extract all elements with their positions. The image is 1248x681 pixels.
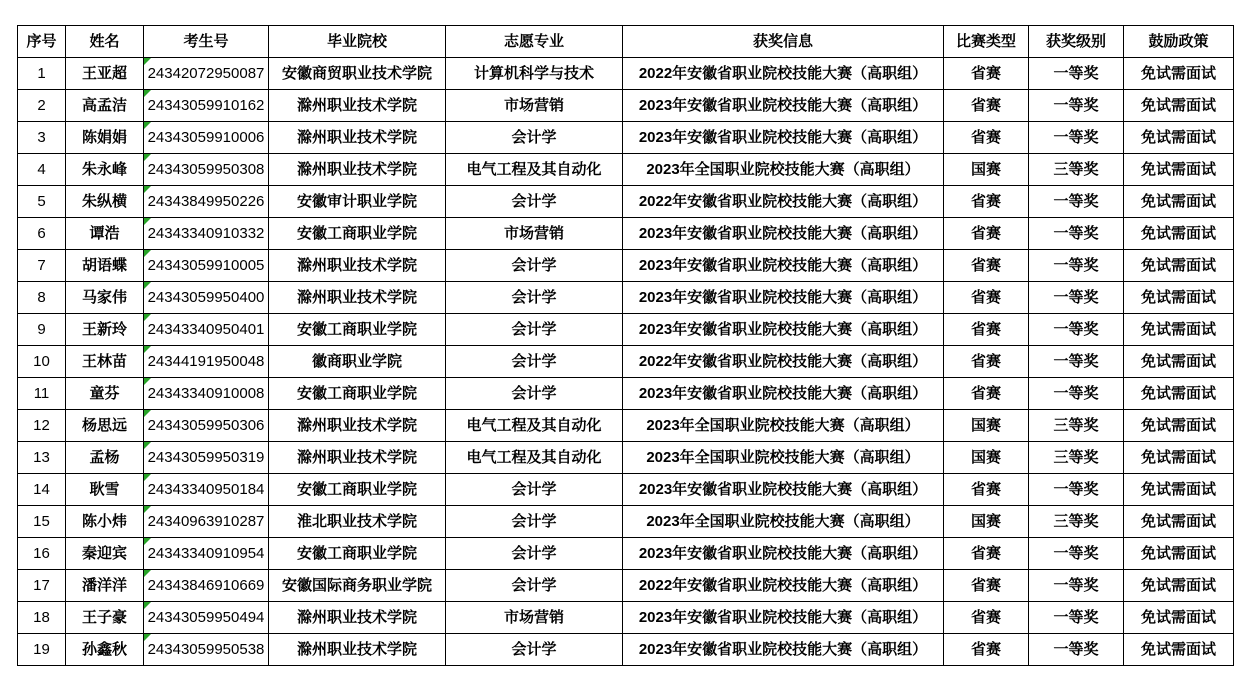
cell-policy[interactable]: 免试需面试 xyxy=(1124,570,1234,602)
cell-award-level[interactable]: 一等奖 xyxy=(1029,186,1124,218)
cell-name[interactable]: 陈娟娟 xyxy=(66,122,144,154)
table-row xyxy=(18,474,1234,506)
cell-index[interactable]: 8 xyxy=(18,282,66,314)
table-row xyxy=(18,634,1234,666)
cell-candidate-no[interactable] xyxy=(144,506,269,538)
cell-competition-type[interactable]: 省赛 xyxy=(944,218,1029,250)
cell-index[interactable]: 17 xyxy=(18,570,66,602)
cell-award-info[interactable]: 2023年安徽省职业院校技能大赛（高职组） xyxy=(623,602,944,634)
candidate-no-text: 24343059950308 xyxy=(147,161,265,178)
header-award-level[interactable]: 获奖级别 xyxy=(1029,26,1124,58)
candidate-no-text: 24343340950401 xyxy=(147,321,265,338)
candidate-no-text: 24343059910006 xyxy=(147,129,265,146)
cell-candidate-no[interactable] xyxy=(144,314,269,346)
cell-index[interactable]: 13 xyxy=(18,442,66,474)
cell-award-level[interactable]: 三等奖 xyxy=(1029,506,1124,538)
cell-competition-type[interactable]: 省赛 xyxy=(944,314,1029,346)
cell-competition-type[interactable]: 省赛 xyxy=(944,378,1029,410)
table-row xyxy=(18,90,1234,122)
candidate-no-text: 24343849950226 xyxy=(147,193,265,210)
cell-index[interactable]: 10 xyxy=(18,346,66,378)
table-row xyxy=(18,58,1234,90)
cell-award-level[interactable]: 一等奖 xyxy=(1029,570,1124,602)
cell-index[interactable]: 3 xyxy=(18,122,66,154)
cell-competition-type[interactable]: 省赛 xyxy=(944,250,1029,282)
cell-name[interactable]: 王林苗 xyxy=(66,346,144,378)
cell-competition-type[interactable]: 国赛 xyxy=(944,506,1029,538)
cell-school[interactable]: 徽商职业学院 xyxy=(269,346,446,378)
cell-school[interactable]: 安徽工商职业学院 xyxy=(269,474,446,506)
cell-award-info[interactable]: 2023年安徽省职业院校技能大赛（高职组） xyxy=(623,90,944,122)
cell-index[interactable]: 6 xyxy=(18,218,66,250)
cell-award-info[interactable]: 2023年安徽省职业院校技能大赛（高职组） xyxy=(623,250,944,282)
cell-index[interactable]: 12 xyxy=(18,410,66,442)
cell-competition-type[interactable]: 省赛 xyxy=(944,346,1029,378)
cell-competition-type[interactable]: 省赛 xyxy=(944,570,1029,602)
cell-policy[interactable]: 免试需面试 xyxy=(1124,250,1234,282)
cell-competition-type[interactable]: 省赛 xyxy=(944,58,1029,90)
cell-major[interactable]: 市场营销 xyxy=(446,218,623,250)
header-policy[interactable]: 鼓励政策 xyxy=(1124,26,1234,58)
cell-award-level[interactable]: 三等奖 xyxy=(1029,154,1124,186)
cell-award-level[interactable]: 一等奖 xyxy=(1029,90,1124,122)
header-name[interactable]: 姓名 xyxy=(66,26,144,58)
cell-name[interactable]: 王子豪 xyxy=(66,602,144,634)
awards-table xyxy=(17,25,1234,666)
table-row xyxy=(18,346,1234,378)
number-stored-as-text-flag-icon xyxy=(144,602,151,609)
candidate-no-text: 24343059950400 xyxy=(147,289,265,306)
cell-major[interactable]: 会计学 xyxy=(446,570,623,602)
cell-candidate-no[interactable] xyxy=(144,538,269,570)
cell-award-level[interactable]: 一等奖 xyxy=(1029,122,1124,154)
header-candidate-no[interactable]: 考生号 xyxy=(144,26,269,58)
cell-award-info[interactable]: 2023年全国职业院校技能大赛（高职组） xyxy=(623,410,944,442)
candidate-no-text: 24343340910008 xyxy=(147,385,265,402)
candidate-no-text: 24343059950538 xyxy=(147,641,265,658)
table-row xyxy=(18,154,1234,186)
table-row xyxy=(18,442,1234,474)
cell-policy[interactable]: 免试需面试 xyxy=(1124,186,1234,218)
cell-award-info[interactable]: 2023年全国职业院校技能大赛（高职组） xyxy=(623,442,944,474)
number-stored-as-text-flag-icon xyxy=(144,538,151,545)
cell-major[interactable]: 市场营销 xyxy=(446,90,623,122)
cell-school[interactable]: 滁州职业技术学院 xyxy=(269,410,446,442)
cell-major[interactable]: 会计学 xyxy=(446,250,623,282)
candidate-no-text: 24343340950184 xyxy=(147,481,265,498)
cell-policy[interactable]: 免试需面试 xyxy=(1124,442,1234,474)
cell-candidate-no[interactable] xyxy=(144,634,269,666)
cell-major[interactable]: 电气工程及其自动化 xyxy=(446,442,623,474)
cell-major[interactable]: 会计学 xyxy=(446,634,623,666)
cell-school[interactable]: 滁州职业技术学院 xyxy=(269,282,446,314)
table-row xyxy=(18,378,1234,410)
cell-policy[interactable]: 免试需面试 xyxy=(1124,314,1234,346)
cell-name[interactable]: 谭浩 xyxy=(66,218,144,250)
candidate-no-text: 24343340910332 xyxy=(147,225,265,242)
cell-competition-type[interactable]: 国赛 xyxy=(944,442,1029,474)
table-row xyxy=(18,282,1234,314)
cell-competition-type[interactable]: 省赛 xyxy=(944,282,1029,314)
number-stored-as-text-flag-icon xyxy=(144,506,151,513)
cell-policy[interactable]: 免试需面试 xyxy=(1124,634,1234,666)
cell-major[interactable]: 会计学 xyxy=(446,378,623,410)
cell-index[interactable]: 4 xyxy=(18,154,66,186)
cell-name[interactable]: 高孟洁 xyxy=(66,90,144,122)
cell-index[interactable]: 1 xyxy=(18,58,66,90)
cell-policy[interactable]: 免试需面试 xyxy=(1124,346,1234,378)
cell-name[interactable]: 胡语蝶 xyxy=(66,250,144,282)
number-stored-as-text-flag-icon xyxy=(144,250,151,257)
cell-award-info[interactable]: 2023年安徽省职业院校技能大赛（高职组） xyxy=(623,634,944,666)
table-row xyxy=(18,218,1234,250)
cell-name[interactable]: 潘洋洋 xyxy=(66,570,144,602)
cell-school[interactable]: 滁州职业技术学院 xyxy=(269,154,446,186)
cell-award-info[interactable]: 2023年全国职业院校技能大赛（高职组） xyxy=(623,506,944,538)
cell-major[interactable]: 电气工程及其自动化 xyxy=(446,154,623,186)
cell-award-info[interactable]: 2022年安徽省职业院校技能大赛（高职组） xyxy=(623,570,944,602)
cell-candidate-no[interactable] xyxy=(144,186,269,218)
cell-policy[interactable]: 免试需面试 xyxy=(1124,474,1234,506)
cell-award-level[interactable]: 三等奖 xyxy=(1029,410,1124,442)
number-stored-as-text-flag-icon xyxy=(144,570,151,577)
cell-major[interactable]: 会计学 xyxy=(446,122,623,154)
number-stored-as-text-flag-icon xyxy=(144,410,151,417)
candidate-no-text: 24344191950048 xyxy=(147,353,265,370)
spreadsheet-table-view xyxy=(17,25,1234,666)
candidate-no-text: 24340963910287 xyxy=(147,513,265,530)
number-stored-as-text-flag-icon xyxy=(144,474,151,481)
cell-policy[interactable]: 免试需面试 xyxy=(1124,218,1234,250)
cell-policy[interactable]: 免试需面试 xyxy=(1124,506,1234,538)
cell-name[interactable]: 杨思远 xyxy=(66,410,144,442)
cell-award-level[interactable]: 一等奖 xyxy=(1029,474,1124,506)
cell-award-level[interactable]: 一等奖 xyxy=(1029,602,1124,634)
cell-major[interactable]: 会计学 xyxy=(446,346,623,378)
cell-candidate-no[interactable] xyxy=(144,410,269,442)
cell-policy[interactable]: 免试需面试 xyxy=(1124,90,1234,122)
cell-award-level[interactable]: 一等奖 xyxy=(1029,538,1124,570)
cell-award-info[interactable]: 2023年全国职业院校技能大赛（高职组） xyxy=(623,154,944,186)
cell-name[interactable]: 孟杨 xyxy=(66,442,144,474)
number-stored-as-text-flag-icon xyxy=(144,90,151,97)
cell-competition-type[interactable]: 省赛 xyxy=(944,538,1029,570)
table-row xyxy=(18,570,1234,602)
number-stored-as-text-flag-icon xyxy=(144,442,151,449)
cell-index[interactable]: 16 xyxy=(18,538,66,570)
cell-award-info[interactable]: 2023年安徽省职业院校技能大赛（高职组） xyxy=(623,218,944,250)
number-stored-as-text-flag-icon xyxy=(144,346,151,353)
cell-index[interactable]: 9 xyxy=(18,314,66,346)
cell-index[interactable]: 7 xyxy=(18,250,66,282)
number-stored-as-text-flag-icon xyxy=(144,58,151,65)
cell-index[interactable]: 2 xyxy=(18,90,66,122)
table-row xyxy=(18,122,1234,154)
cell-policy[interactable]: 免试需面试 xyxy=(1124,538,1234,570)
cell-school[interactable]: 安徽国际商务职业学院 xyxy=(269,570,446,602)
cell-school[interactable]: 滁州职业技术学院 xyxy=(269,634,446,666)
cell-candidate-no[interactable] xyxy=(144,474,269,506)
cell-name[interactable]: 秦迎宾 xyxy=(66,538,144,570)
table-body xyxy=(18,58,1234,666)
cell-candidate-no[interactable] xyxy=(144,58,269,90)
cell-policy[interactable]: 免试需面试 xyxy=(1124,378,1234,410)
table-row xyxy=(18,410,1234,442)
header-competition-type[interactable]: 比赛类型 xyxy=(944,26,1029,58)
cell-award-level[interactable]: 一等奖 xyxy=(1029,634,1124,666)
cell-candidate-no[interactable] xyxy=(144,570,269,602)
header-index[interactable]: 序号 xyxy=(18,26,66,58)
number-stored-as-text-flag-icon xyxy=(144,634,151,641)
cell-award-level[interactable]: 三等奖 xyxy=(1029,442,1124,474)
cell-competition-type[interactable]: 省赛 xyxy=(944,602,1029,634)
cell-award-level[interactable]: 一等奖 xyxy=(1029,58,1124,90)
cell-school[interactable]: 滁州职业技术学院 xyxy=(269,602,446,634)
cell-competition-type[interactable]: 国赛 xyxy=(944,154,1029,186)
cell-major[interactable]: 会计学 xyxy=(446,506,623,538)
cell-competition-type[interactable]: 国赛 xyxy=(944,410,1029,442)
cell-competition-type[interactable]: 省赛 xyxy=(944,122,1029,154)
cell-award-info[interactable]: 2023年安徽省职业院校技能大赛（高职组） xyxy=(623,282,944,314)
candidate-no-text: 24342072950087 xyxy=(147,65,265,82)
cell-policy[interactable]: 免试需面试 xyxy=(1124,602,1234,634)
cell-major[interactable]: 会计学 xyxy=(446,282,623,314)
cell-name[interactable]: 朱永峰 xyxy=(66,154,144,186)
cell-major[interactable]: 计算机科学与技术 xyxy=(446,58,623,90)
cell-name[interactable]: 耿雪 xyxy=(66,474,144,506)
cell-policy[interactable]: 免试需面试 xyxy=(1124,282,1234,314)
cell-name[interactable]: 朱纵横 xyxy=(66,186,144,218)
number-stored-as-text-flag-icon xyxy=(144,378,151,385)
cell-award-level[interactable]: 一等奖 xyxy=(1029,346,1124,378)
cell-name[interactable]: 马家伟 xyxy=(66,282,144,314)
cell-school[interactable]: 滁州职业技术学院 xyxy=(269,90,446,122)
number-stored-as-text-flag-icon xyxy=(144,154,151,161)
cell-candidate-no[interactable] xyxy=(144,250,269,282)
cell-index[interactable]: 5 xyxy=(18,186,66,218)
candidate-no-text: 24343340910954 xyxy=(147,545,265,562)
cell-competition-type[interactable]: 省赛 xyxy=(944,634,1029,666)
cell-candidate-no[interactable] xyxy=(144,442,269,474)
candidate-no-text: 24343059950306 xyxy=(147,417,265,434)
cell-award-info[interactable]: 2022年安徽省职业院校技能大赛（高职组） xyxy=(623,58,944,90)
header-major[interactable]: 志愿专业 xyxy=(446,26,623,58)
number-stored-as-text-flag-icon xyxy=(144,122,151,129)
cell-major[interactable]: 会计学 xyxy=(446,186,623,218)
cell-major[interactable]: 电气工程及其自动化 xyxy=(446,410,623,442)
cell-name[interactable]: 王亚超 xyxy=(66,58,144,90)
cell-name[interactable]: 王新玲 xyxy=(66,314,144,346)
cell-major[interactable]: 会计学 xyxy=(446,314,623,346)
cell-competition-type[interactable]: 省赛 xyxy=(944,474,1029,506)
cell-policy[interactable]: 免试需面试 xyxy=(1124,58,1234,90)
cell-policy[interactable]: 免试需面试 xyxy=(1124,410,1234,442)
candidate-no-text: 24343846910669 xyxy=(147,577,265,594)
cell-competition-type[interactable]: 省赛 xyxy=(944,186,1029,218)
table-row xyxy=(18,186,1234,218)
table-row xyxy=(18,314,1234,346)
header-row xyxy=(18,26,1234,58)
cell-index[interactable]: 15 xyxy=(18,506,66,538)
table-row xyxy=(18,250,1234,282)
cell-school[interactable]: 滁州职业技术学院 xyxy=(269,122,446,154)
cell-award-info[interactable]: 2023年安徽省职业院校技能大赛（高职组） xyxy=(623,474,944,506)
cell-award-level[interactable]: 一等奖 xyxy=(1029,314,1124,346)
header-award-info[interactable]: 获奖信息 xyxy=(623,26,944,58)
cell-candidate-no[interactable] xyxy=(144,90,269,122)
candidate-no-text: 24343059910162 xyxy=(147,97,265,114)
cell-award-level[interactable]: 一等奖 xyxy=(1029,378,1124,410)
cell-award-info[interactable]: 2022年安徽省职业院校技能大赛（高职组） xyxy=(623,186,944,218)
cell-award-level[interactable]: 一等奖 xyxy=(1029,250,1124,282)
cell-candidate-no[interactable] xyxy=(144,282,269,314)
cell-school[interactable]: 滁州职业技术学院 xyxy=(269,442,446,474)
number-stored-as-text-flag-icon xyxy=(144,186,151,193)
cell-school[interactable]: 安徽审计职业学院 xyxy=(269,186,446,218)
cell-name[interactable]: 孙鑫秋 xyxy=(66,634,144,666)
cell-major[interactable]: 会计学 xyxy=(446,474,623,506)
cell-policy[interactable]: 免试需面试 xyxy=(1124,154,1234,186)
cell-school[interactable]: 安徽工商职业学院 xyxy=(269,314,446,346)
candidate-no-text: 24343059950319 xyxy=(147,449,265,466)
cell-major[interactable]: 市场营销 xyxy=(446,602,623,634)
cell-candidate-no[interactable] xyxy=(144,602,269,634)
cell-competition-type[interactable]: 省赛 xyxy=(944,90,1029,122)
cell-name[interactable]: 童芬 xyxy=(66,378,144,410)
candidate-no-text: 24343059910005 xyxy=(147,257,265,274)
table-row xyxy=(18,602,1234,634)
cell-award-info[interactable]: 2023年安徽省职业院校技能大赛（高职组） xyxy=(623,538,944,570)
cell-school[interactable]: 安徽工商职业学院 xyxy=(269,218,446,250)
candidate-no-text: 24343059950494 xyxy=(147,609,265,626)
cell-candidate-no[interactable] xyxy=(144,378,269,410)
cell-index[interactable]: 11 xyxy=(18,378,66,410)
cell-award-level[interactable]: 一等奖 xyxy=(1029,218,1124,250)
cell-award-info[interactable]: 2023年安徽省职业院校技能大赛（高职组） xyxy=(623,314,944,346)
cell-major[interactable]: 会计学 xyxy=(446,538,623,570)
table-header xyxy=(18,26,1234,58)
header-school[interactable]: 毕业院校 xyxy=(269,26,446,58)
cell-index[interactable]: 14 xyxy=(18,474,66,506)
cell-award-info[interactable]: 2023年安徽省职业院校技能大赛（高职组） xyxy=(623,378,944,410)
cell-index[interactable]: 19 xyxy=(18,634,66,666)
number-stored-as-text-flag-icon xyxy=(144,218,151,225)
cell-school[interactable]: 安徽商贸职业技术学院 xyxy=(269,58,446,90)
cell-school[interactable]: 安徽工商职业学院 xyxy=(269,378,446,410)
cell-candidate-no[interactable] xyxy=(144,346,269,378)
cell-name[interactable]: 陈小炜 xyxy=(66,506,144,538)
table-row xyxy=(18,506,1234,538)
table-row xyxy=(18,538,1234,570)
cell-candidate-no[interactable] xyxy=(144,122,269,154)
cell-school[interactable]: 淮北职业技术学院 xyxy=(269,506,446,538)
cell-candidate-no[interactable] xyxy=(144,154,269,186)
number-stored-as-text-flag-icon xyxy=(144,314,151,321)
cell-policy[interactable]: 免试需面试 xyxy=(1124,122,1234,154)
cell-award-info[interactable]: 2023年安徽省职业院校技能大赛（高职组） xyxy=(623,122,944,154)
cell-school[interactable]: 滁州职业技术学院 xyxy=(269,250,446,282)
cell-index[interactable]: 18 xyxy=(18,602,66,634)
cell-award-level[interactable]: 一等奖 xyxy=(1029,282,1124,314)
cell-award-info[interactable]: 2022年安徽省职业院校技能大赛（高职组） xyxy=(623,346,944,378)
cell-school[interactable]: 安徽工商职业学院 xyxy=(269,538,446,570)
cell-candidate-no[interactable] xyxy=(144,218,269,250)
number-stored-as-text-flag-icon xyxy=(144,282,151,289)
